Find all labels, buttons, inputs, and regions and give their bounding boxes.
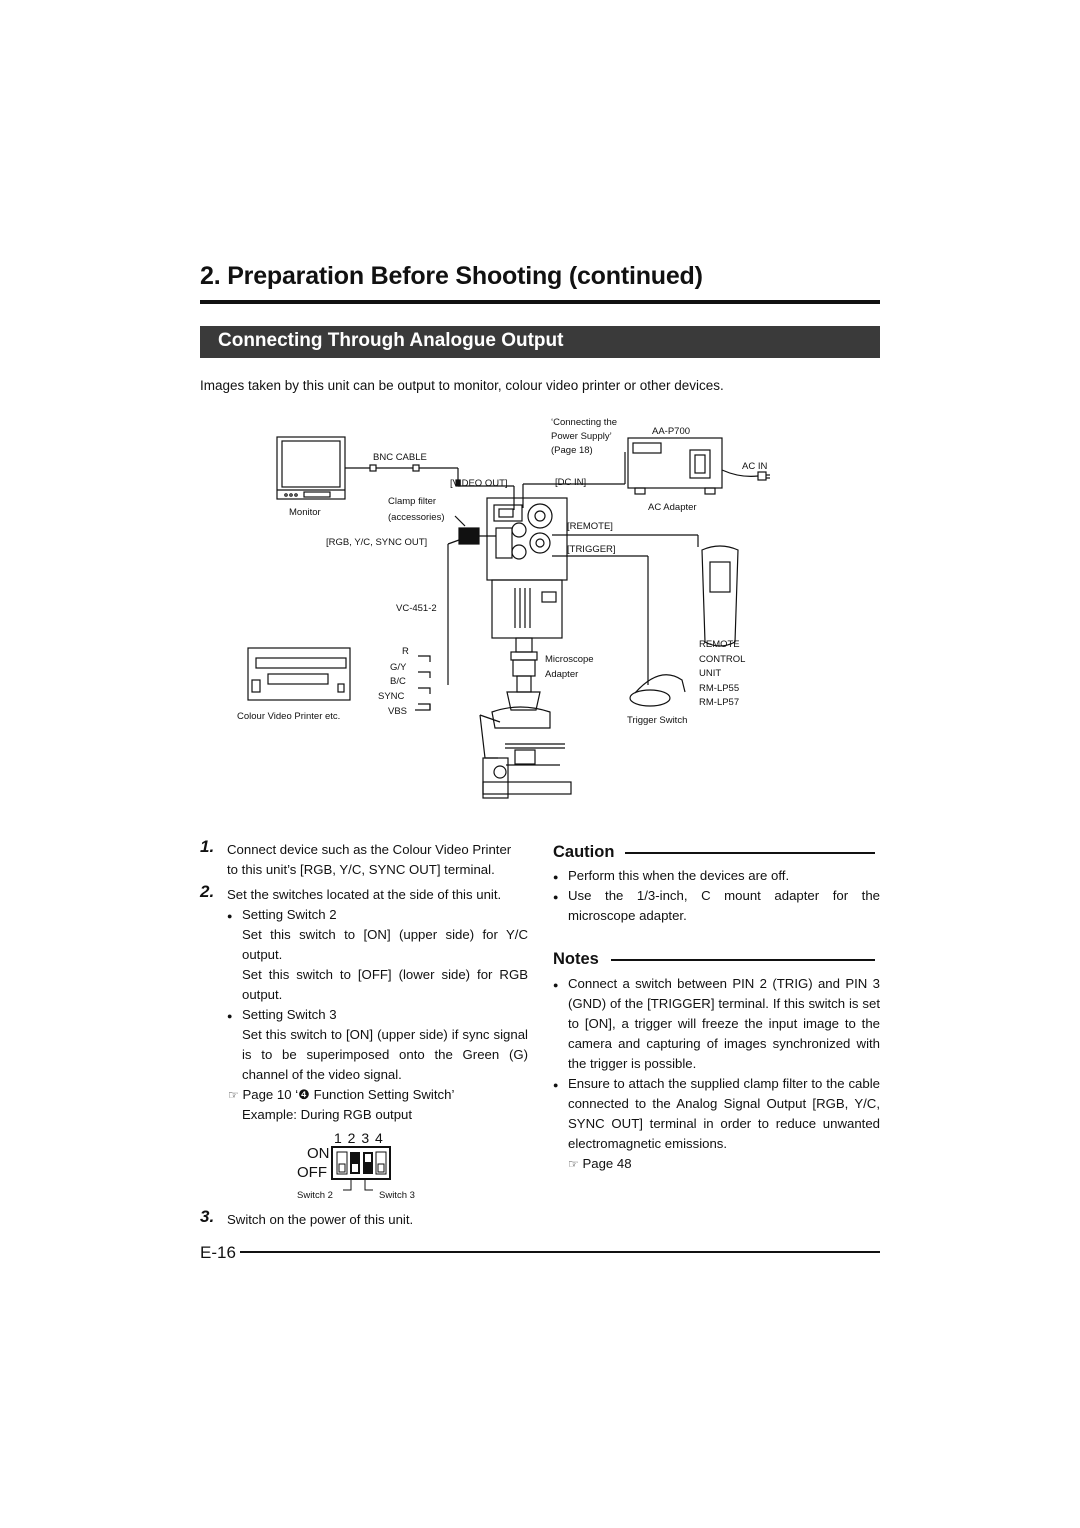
- switch2-desc-b: Set this switch to [OFF] (lower side) for RGB output.: [242, 967, 528, 1002]
- label-trigger-switch: Trigger Switch: [627, 715, 688, 726]
- clamp-filter-icon: [459, 528, 479, 544]
- switch2-label: Switch 2: [297, 1190, 333, 1201]
- label-monitor: Monitor: [289, 507, 321, 518]
- switch2-desc-a: Set this switch to [ON] (upper side) for Y/C output.: [242, 927, 528, 962]
- remote-control-icon: [702, 546, 738, 646]
- notes-rule: [611, 959, 875, 961]
- notes-item-1: ● Connect a switch between PIN 2 (TRIG) and PIN 3 (GND) of the [TRIGGER] terminal. If this switch is set to [ON], a trigger will freeze the input image to the camera and capturing of images synchronized with the trigger is possible.: [568, 974, 880, 1074]
- notes-list: [568, 974, 880, 1174]
- caution-item-2: ● Use the 1/3-inch, C mount adapter for the microscope adapter.: [568, 886, 880, 926]
- switch3-label: Switch 3: [379, 1190, 415, 1201]
- label-connecting-2: Power Supply’: [551, 431, 612, 442]
- label-connecting-1: ‘Connecting the: [551, 417, 618, 428]
- switch-figure: [297, 1128, 415, 1201]
- label-vc: VC-451-2: [396, 603, 437, 614]
- notes-page-ref-text: Page 48: [582, 1156, 632, 1171]
- caution-list: [568, 866, 880, 926]
- step-1-number: 1.: [200, 837, 215, 856]
- caution-item-1: ● Perform this when the devices are off.: [568, 866, 880, 886]
- switch2-title: ● Setting Switch 2: [242, 905, 528, 925]
- notes-page-ref: [568, 1154, 880, 1174]
- section-title: Connecting Through Analogue Output: [218, 330, 564, 351]
- step-3-line-1: Switch on the power of this unit.: [227, 1212, 414, 1227]
- page-reference-text: Page 10 ‘❹ Function Setting Switch’: [242, 1087, 455, 1102]
- label-video-out: [VIDEO OUT]: [450, 478, 508, 489]
- label-sig-vbs: VBS: [388, 706, 408, 717]
- chapter-title: 2. Preparation Before Shooting (continued): [200, 262, 703, 290]
- notes-item-2: ● Ensure to attach the supplied clamp filter to the cable connected to the Analog Signal Output [RGB, Y/C, SYNC OUT] terminal in order to reduce unwanted electromagnetic emissions.: [568, 1074, 880, 1154]
- label-remote-4: RM-LP55: [699, 683, 740, 694]
- label-clamp-filter: Clamp filter: [388, 496, 437, 507]
- label-sig-gy: G/Y: [390, 662, 407, 673]
- label-bnc-cable: BNC CABLE: [373, 452, 427, 463]
- caution-heading: Caution: [553, 843, 615, 861]
- step-1-line-2: to this unit’s [RGB, Y/C, SYNC OUT] terminal.: [227, 862, 495, 877]
- step-2-line-1: Set the switches located at the side of this unit.: [227, 887, 502, 902]
- label-dc-in: [DC IN]: [555, 477, 587, 488]
- label-remote: [REMOTE]: [567, 521, 613, 532]
- label-rgb-out: [RGB, Y/C, SYNC OUT]: [326, 537, 428, 548]
- label-ac-in: AC IN: [742, 461, 768, 472]
- label-ac-adapter: AC Adapter: [648, 502, 697, 513]
- label-aa-p700: AA-P700: [652, 426, 691, 437]
- label-accessories: (accessories): [388, 512, 445, 523]
- step-1-line-1: Connect device such as the Colour Video Printer: [227, 842, 512, 857]
- step-3-number: 3.: [200, 1207, 215, 1226]
- monitor-icon: [277, 437, 345, 499]
- intro-paragraph: Images taken by this unit can be output to monitor, colour video printer or other devices.: [200, 378, 724, 393]
- printer-icon: [248, 648, 350, 700]
- label-microscope-1: Microscope: [545, 654, 594, 665]
- page-reference: [228, 1085, 454, 1105]
- pointing-hand-icon: ☞: [228, 1088, 239, 1102]
- label-sig-bc: B/C: [390, 676, 406, 687]
- caution-rule: [625, 852, 875, 854]
- footer-rule: [240, 1251, 880, 1253]
- label-sig-r: R: [402, 646, 409, 657]
- switch3-desc: Set this switch to [ON] (upper side) if sync signal is to be superimposed onto the Green (G) channel of the video signal.: [242, 1027, 528, 1082]
- notes-heading: Notes: [553, 950, 599, 968]
- label-sig-sync: SYNC: [378, 691, 405, 702]
- label-microscope-2: Adapter: [545, 669, 579, 680]
- switch-on-label: ON: [307, 1145, 330, 1162]
- switch3-title: ● Setting Switch 3: [242, 1005, 528, 1025]
- section-bar: [200, 326, 880, 358]
- label-remote-3: UNIT: [699, 668, 722, 679]
- switch-settings: [242, 905, 528, 1085]
- dip-switch-graphic: [331, 1146, 391, 1180]
- step-2-number: 2.: [200, 882, 215, 901]
- switch-numbers: 1 2 3 4: [334, 1130, 384, 1146]
- trigger-switch-icon: [630, 675, 685, 706]
- label-printer: Colour Video Printer etc.: [237, 711, 341, 722]
- pointing-hand-icon: ☞: [568, 1157, 579, 1171]
- camera-icon: [487, 498, 567, 638]
- label-remote-5: RM-LP57: [699, 697, 740, 708]
- label-connecting-3: (Page 18): [551, 445, 593, 456]
- page-number: E-16: [200, 1243, 236, 1262]
- label-trigger: [TRIGGER]: [567, 544, 616, 555]
- label-remote-1: REMOTE: [699, 639, 740, 650]
- switch-off-label: OFF: [297, 1164, 327, 1181]
- chapter-rule: [200, 300, 880, 304]
- label-remote-2: CONTROL: [699, 654, 746, 665]
- example-text: Example: During RGB output: [242, 1107, 413, 1122]
- connection-diagram: [230, 410, 790, 805]
